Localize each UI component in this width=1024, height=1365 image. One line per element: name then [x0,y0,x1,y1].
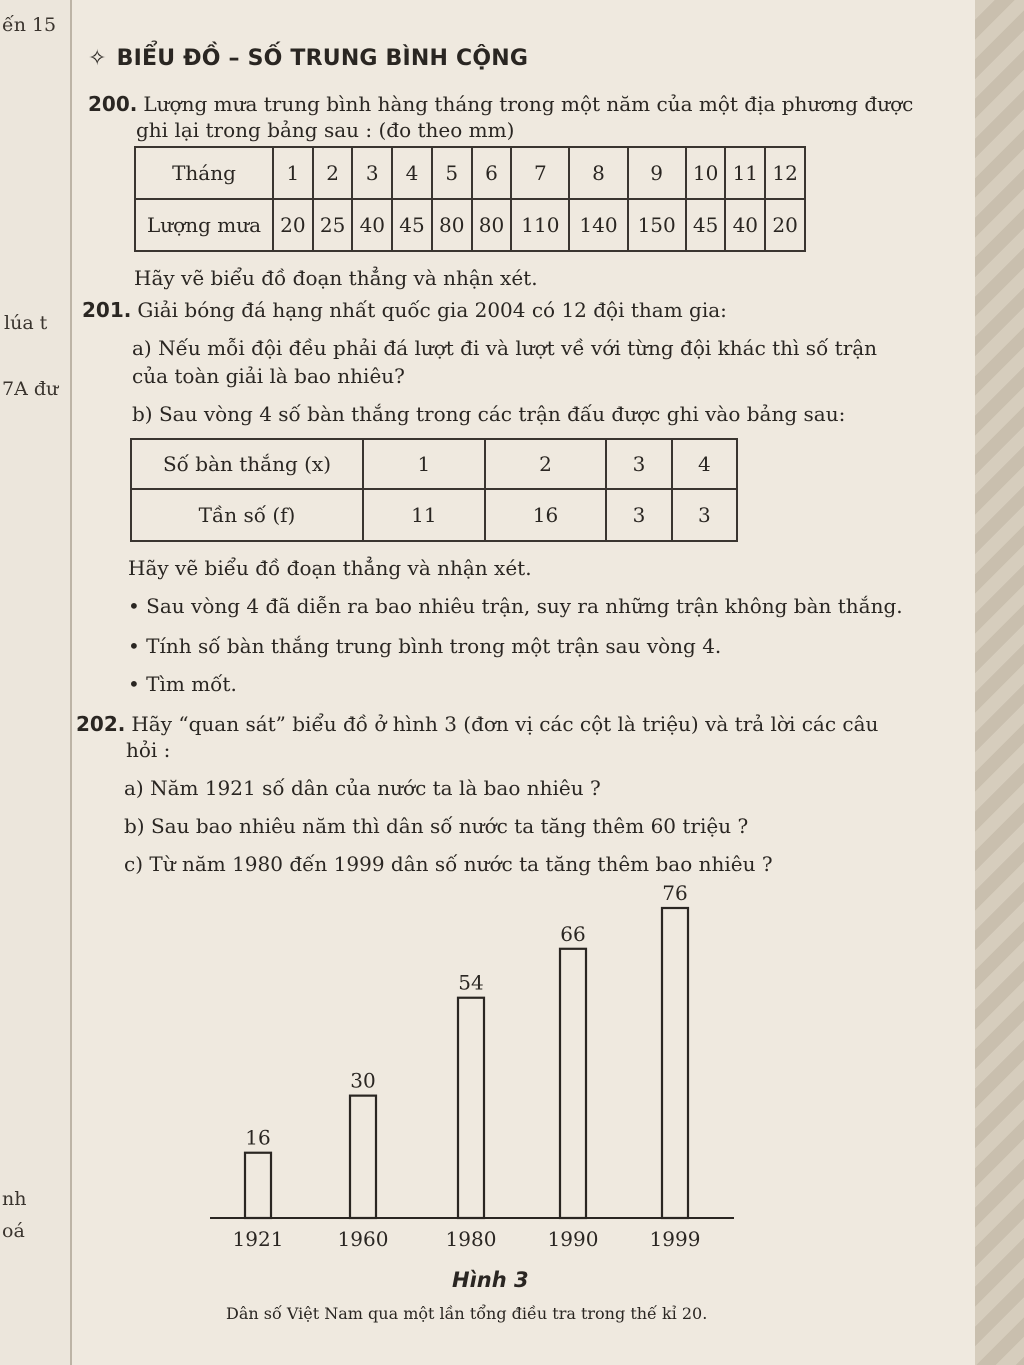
problem-200-line1: 200. Lượng mưa trung bình hàng tháng trong một năm của một địa phương được [88,92,914,116]
population-bar-chart [190,876,750,1256]
problem-201-b: b) Sau vòng 4 số bàn thắng trong các trận đấu được ghi vào bảng sau: [132,402,846,426]
goals-value-cell: 3 [606,439,671,489]
edge-fragment: 7A đư [2,378,59,400]
left-page-edge [0,0,72,1365]
rainfall-cell: 45 [686,199,726,251]
bar [245,1153,271,1218]
frequency-cell: 3 [606,489,671,541]
rainfall-cell: 40 [725,199,765,251]
x-tick-label: 1980 [445,1227,497,1251]
bullet-item: • Tìm mốt. [128,672,237,696]
month-cell: 4 [392,147,432,199]
bar [662,908,688,1218]
problem-202-b: b) Sau bao nhiêu năm thì dân số nước ta tăng thêm 60 triệu ? [124,814,749,838]
data-label: 30 [350,1068,376,1093]
goals-value-cell: 4 [672,439,737,489]
data-label: 66 [560,921,586,946]
data-label: 76 [662,881,688,905]
month-cell: 1 [273,147,313,199]
bullet-item: • Tính số bàn thắng trung bình trong một trận sau vòng 4. [128,634,722,658]
table-header-cell: Số bàn thắng (x) [131,439,363,489]
month-cell: 7 [511,147,569,199]
bar [350,1096,376,1218]
rainfall-cell: 20 [765,199,805,251]
month-cell: 9 [628,147,686,199]
data-label: 54 [458,970,484,995]
problem-201-a-line1: a) Nếu mỗi đội đều phải đá lượt đi và lượt về với từng đội khác thì số trận [132,336,878,360]
edge-fragment: oá [2,1220,25,1242]
month-cell: 3 [352,147,392,199]
table-header-cell: Tần số (f) [131,489,363,541]
goals-value-cell: 2 [485,439,607,489]
figure-subtitle: Dân số Việt Nam qua một lần tổng điều tra trong thế kỉ 20. [226,1304,708,1323]
x-tick-label: 1990 [547,1227,599,1251]
goals-value-cell: 1 [363,439,485,489]
frequency-cell: 11 [363,489,485,541]
x-tick-label: 1921 [232,1227,284,1251]
month-cell: 6 [472,147,512,199]
edge-fragment: nh [2,1188,27,1210]
problem-202-c: c) Từ năm 1980 đến 1999 dân số nước ta tăng thêm bao nhiêu ? [124,852,773,876]
month-cell: 10 [686,147,726,199]
table-header-cell: Tháng [135,147,273,199]
rainfall-cell: 110 [511,199,569,251]
edge-fragment: lúa t [4,312,48,334]
bar [560,949,586,1218]
rainfall-cell: 140 [569,199,627,251]
month-cell: 8 [569,147,627,199]
x-tick-label: 1960 [337,1227,389,1251]
problem-200-instruction: Hãy vẽ biểu đồ đoạn thẳng và nhận xét. [134,266,538,290]
rainfall-cell: 80 [432,199,472,251]
problem-202-a: a) Năm 1921 số dân của nước ta là bao nhiêu ? [124,776,601,800]
section-title: ✧ BIỂU ĐỒ – SỐ TRUNG BÌNH CỘNG [88,46,529,71]
rainfall-cell: 20 [273,199,313,251]
problem-201-instruction: Hãy vẽ biểu đồ đoạn thẳng và nhận xét. [128,556,532,580]
bar [458,998,484,1218]
goals-table [130,438,738,542]
frequency-cell: 3 [672,489,737,541]
edge-fragment: ến 15 [2,14,57,36]
background-surface [975,0,1024,1365]
rainfall-cell: 150 [628,199,686,251]
rainfall-cell: 40 [352,199,392,251]
rainfall-cell: 80 [472,199,512,251]
rainfall-cell: 25 [313,199,353,251]
problem-202-line1: 202. Hãy “quan sát” biểu đồ ở hình 3 (đơn vị các cột là triệu) và trả lời các câu [76,712,879,736]
rainfall-cell: 45 [392,199,432,251]
x-tick-label: 1999 [649,1227,701,1251]
problem-200-line2: ghi lại trong bảng sau : (đo theo mm) [136,118,515,142]
problem-202-line2: hỏi : [126,738,171,762]
month-cell: 12 [765,147,805,199]
bullet-item: • Sau vòng 4 đã diễn ra bao nhiêu trận, suy ra những trận không bàn thắng. [128,594,903,618]
problem-201-a-line2: của toàn giải là bao nhiêu? [132,364,405,388]
figure-caption: Hình 3 [452,1268,529,1292]
data-label: 16 [245,1125,271,1150]
problem-201-line1: 201. Giải bóng đá hạng nhất quốc gia 2004 có 12 đội tham gia: [82,298,727,322]
month-cell: 5 [432,147,472,199]
month-cell: 2 [313,147,353,199]
diamond-star-icon: ✧ [88,46,107,71]
frequency-cell: 16 [485,489,607,541]
rainfall-table [134,146,806,252]
table-header-cell: Lượng mưa [135,199,273,251]
month-cell: 11 [725,147,765,199]
